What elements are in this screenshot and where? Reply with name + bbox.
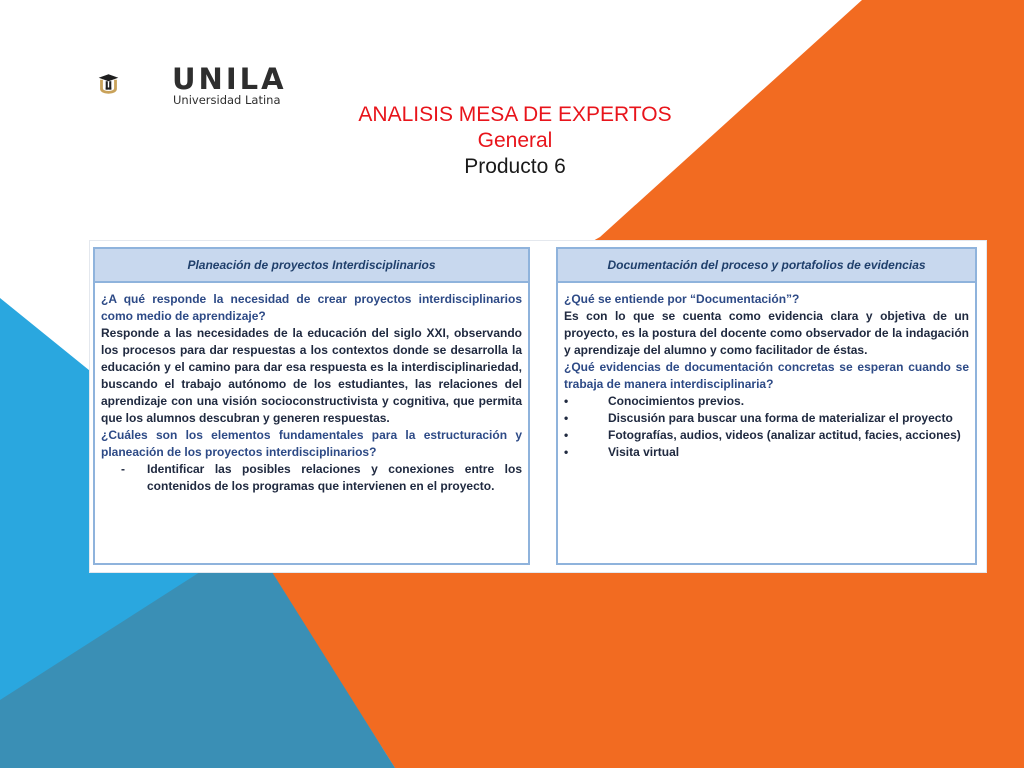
- list-item-text: Conocimientos previos.: [608, 394, 745, 408]
- bullet-marker: •: [564, 394, 569, 408]
- bullet-marker: •: [564, 428, 569, 442]
- list-item-text: Visita virtual: [608, 445, 680, 459]
- answer: Es con lo que se cuenta como evidencia clara y objetiva de un proyecto, es la postura del docente como observador de la indagación y aprendizaje del alumno y como facilitador de éstas.: [564, 309, 969, 357]
- title-line-1: ANALISIS MESA DE EXPERTOS: [358, 103, 672, 126]
- list-item-text: Fotografías, audios, videos (analizar actitud, facies, acciones): [608, 428, 961, 442]
- list-item: [564, 427, 969, 444]
- logo-subtitle: Universidad Latina: [173, 93, 281, 107]
- list-item: [564, 410, 969, 427]
- column-body: [558, 283, 975, 461]
- question: ¿Qué se entiende por “Documentación”?: [564, 292, 800, 306]
- column-header: Documentación del proceso y portafolios de evidencias: [558, 249, 975, 283]
- question: ¿A qué responde la necesidad de crear proyectos interdisciplinarios como medio de aprendizaje?: [101, 292, 522, 323]
- dash-marker: -: [121, 462, 125, 476]
- question: ¿Qué evidencias de documentación concretas se esperan cuando se trabaja de manera interdisciplinaria?: [564, 360, 969, 391]
- bullet-marker: •: [564, 445, 569, 459]
- logo-name: UNILA: [172, 62, 287, 96]
- title-line-2: General: [477, 129, 553, 152]
- question: ¿Cuáles son los elementos fundamentales para la estructuración y planeación de los proyectos interdisciplinarios?: [101, 428, 522, 459]
- column-header: Planeación de proyectos Interdisciplinarios: [95, 249, 528, 283]
- column-documentacion: [556, 247, 977, 565]
- list-item-text: Discusión para buscar una forma de materializar el proyecto: [608, 411, 953, 425]
- list-item: [121, 461, 522, 495]
- slide-title: [330, 102, 700, 180]
- list-item: [564, 444, 969, 461]
- answer: Responde a las necesidades de la educación del siglo XXI, observando los procesos para dar respuestas a los contextos donde se desarrolla la educación y el camino para dar esa respuesta es la interdisciplinariedad, buscando el trabajo autónomo de los estudiantes, las relaciones del aprendizaje con una visión socioconstructivista y cognitiva, que permita que los alumnos descubran y generen respuestas.: [101, 326, 522, 425]
- column-planeacion: [93, 247, 530, 565]
- list-item-text: Identificar las posibles relaciones y conexiones entre los contenidos de los programas que intervienen en el proyecto.: [147, 462, 522, 493]
- bullet-marker: •: [564, 411, 569, 425]
- title-line-3: Producto 6: [464, 155, 566, 178]
- list-item: [564, 393, 969, 410]
- unila-logo-icon: [98, 54, 168, 114]
- column-body: [95, 283, 528, 495]
- content-table: [89, 240, 987, 573]
